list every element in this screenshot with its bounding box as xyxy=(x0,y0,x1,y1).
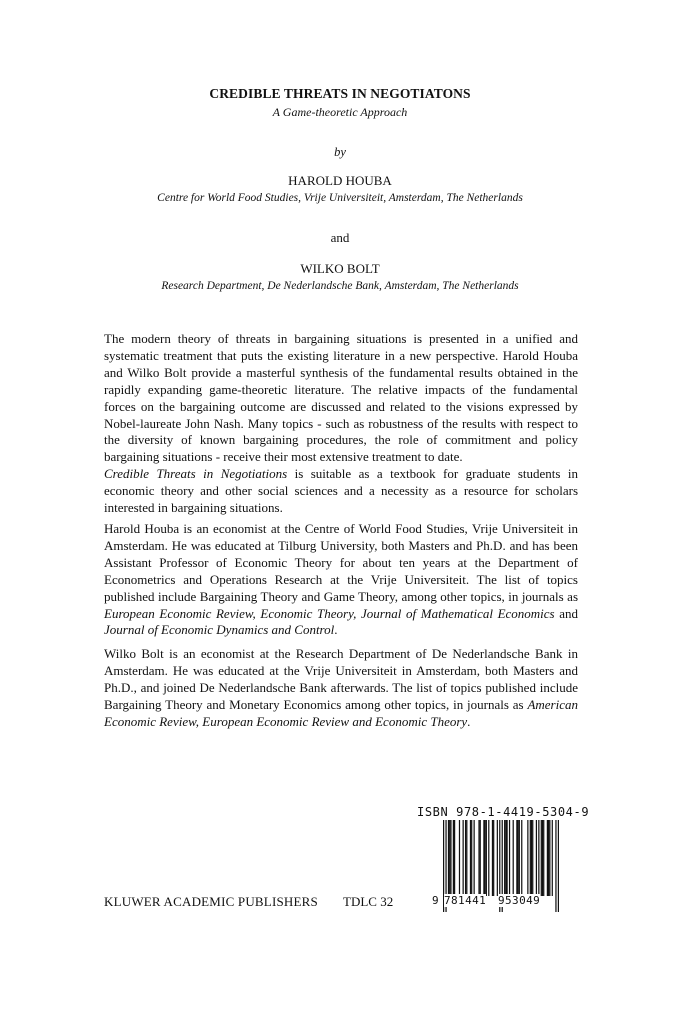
barcode-bar xyxy=(547,820,548,896)
bio-end: . xyxy=(467,713,471,729)
author-affiliation-2: Research Department, De Nederlandsche Bank, Amsterdam, The Netherlands xyxy=(161,280,519,292)
barcode-bar xyxy=(552,820,553,896)
barcode-bar xyxy=(449,820,450,896)
barcode-bar xyxy=(516,820,517,896)
barcode-bar xyxy=(558,820,559,912)
barcode-bar xyxy=(474,820,475,896)
barcode-bar xyxy=(493,820,494,896)
barcode-bar xyxy=(530,820,531,896)
barcode-digits-left: 781441 xyxy=(444,894,487,907)
barcode-bar xyxy=(536,820,537,896)
barcode-digit-first: 9 xyxy=(432,894,439,907)
barcode-bar xyxy=(543,820,544,896)
bio-end: . xyxy=(334,622,338,638)
barcode-bar xyxy=(506,820,507,896)
book-subtitle: A Game-theoretic Approach xyxy=(272,105,408,119)
and-separator: and xyxy=(330,230,350,245)
description-paragraph: The modern theory of threats in bargaining situations is presented in a unified and systematic treatment that puts the existing literature in a new perspective. Harold Houba and Wilko Bolt provide a masterful synthesis of the fundamental results obtained in the rapidly expanding game-theoretic literature. The relative impacts of the fundamental forces on the bargaining outcome are discussed and related to the visions expressed by Nobel-laureate John Nash. Many topics - such as robustness of the results with respect to the diversity of known bargaining procedures, the role of commitment and policy bargaining situations - receive their most extensive treatment to date. xyxy=(104,331,578,465)
barcode-bar xyxy=(466,820,467,896)
barcode-bar xyxy=(470,820,471,896)
author-name-2: WILKO BOLT xyxy=(300,261,380,276)
bio-journals-2: Journal of Economic Dynamics and Control xyxy=(104,622,335,638)
barcode-bar xyxy=(471,820,472,896)
author-name-1: HAROLD HOUBA xyxy=(288,173,392,188)
bio-paragraph xyxy=(104,521,578,639)
author-bio-houba xyxy=(104,521,578,639)
description-text: is suitable as a textbook for graduate students in economic theory and other social sciences and a necessity as a resource for scholars interested in bargaining situations. xyxy=(104,466,578,516)
book-title-italic: Credible Threats in Negotiations xyxy=(104,466,288,482)
barcode-bar xyxy=(488,820,489,896)
barcode-bar xyxy=(519,820,520,896)
barcode-bar xyxy=(548,820,549,896)
barcode-bar xyxy=(492,820,493,896)
author-affiliation-1: Centre for World Food Studies, Vrije Universiteit, Amsterdam, The Netherlands xyxy=(157,192,523,204)
barcode-bar xyxy=(448,820,449,896)
book-title: CREDIBLE THREATS IN NEGOTIATONS xyxy=(209,86,471,101)
barcode-bar xyxy=(459,820,460,896)
barcode-bar xyxy=(555,820,556,912)
publisher-name: KLUWER ACADEMIC PUBLISHERS xyxy=(104,894,318,909)
barcode-bar xyxy=(531,820,532,896)
barcode-bar xyxy=(541,820,542,896)
barcode-bar xyxy=(463,820,464,896)
bio-paragraph xyxy=(104,646,578,731)
author-bio-bolt xyxy=(104,646,578,731)
barcode-bar xyxy=(505,820,506,896)
barcode-bar xyxy=(504,820,505,896)
barcode-bar xyxy=(485,820,486,896)
barcode-bar xyxy=(453,820,454,896)
bio-conjunction: and xyxy=(554,605,578,621)
barcode-bar xyxy=(497,820,498,896)
isbn-label: ISBN 978-1-4419-5304-9 xyxy=(417,805,590,819)
barcode-bar xyxy=(450,820,451,896)
barcode-bar xyxy=(486,820,487,896)
barcode-bar xyxy=(532,820,533,896)
barcode-bar xyxy=(478,820,479,896)
barcode-bar xyxy=(513,820,514,896)
barcode-bar xyxy=(538,820,539,896)
barcode-bar xyxy=(517,820,518,896)
barcode-bar xyxy=(527,820,528,896)
barcode-bar xyxy=(480,820,481,896)
barcode-bar xyxy=(549,820,550,896)
bio-text: Wilko Bolt is an economist at the Research Department of De Nederlandsche Bank in Amsterdam. He was educated at the Vrije Universiteit in Amsterdam, both Masters and Ph.D., and joined De Nederlandsche Bank afterwards. The list of topics published include Bargaining Theory and Monetary Economics among other topics, in journals as xyxy=(104,646,578,712)
barcode-bar xyxy=(509,820,510,896)
barcode-digits-right: 953049 xyxy=(498,894,541,907)
book-description xyxy=(104,331,578,517)
barcode-bar xyxy=(483,820,484,896)
bio-journals: European Economic Review, Economic Theory, Journal of Mathematical Economics xyxy=(104,605,555,621)
bio-journals: American Economic Review, European Economic Review and Economic Theory xyxy=(104,696,578,729)
barcode-bar xyxy=(521,820,522,896)
description-paragraph-2 xyxy=(104,466,578,517)
barcode-bar xyxy=(454,820,455,896)
barcode-bar xyxy=(542,820,543,896)
barcode-bar xyxy=(465,820,466,896)
catalog-code: TDLC 32 xyxy=(343,894,394,909)
by-line: by xyxy=(334,145,346,159)
bio-text: Harold Houba is an economist at the Centre of World Food Studies, Vrije Universiteit in Amsterdam. He was educated at Tilburg University, both Masters and Ph.D. and has been Assistant Professor of Economic Theory for about ten years at the Department of Econometrics and Operations Research at the Vrije Universiteit. The list of topics published include Bargaining Theory and Game Theory, among other topics, in journals as xyxy=(104,521,578,604)
